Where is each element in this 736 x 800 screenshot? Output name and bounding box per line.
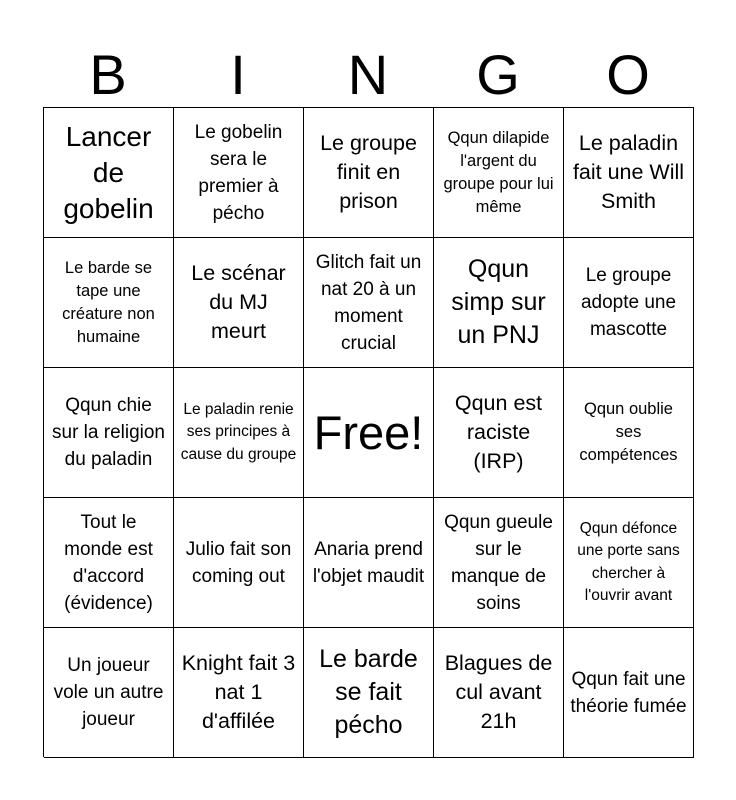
bingo-cell[interactable] — [434, 368, 564, 498]
cell-text: Qqun chie sur la religion du paladin — [52, 395, 165, 470]
bingo-cell[interactable] — [434, 498, 564, 628]
cell-text: Le paladin fait une Will Smith — [572, 131, 685, 213]
cell-text: Blagues de cul avant 21h — [444, 651, 553, 733]
header-letter-g: G — [476, 43, 520, 106]
bingo-cell[interactable] — [564, 628, 694, 758]
header-letter-b: B — [89, 43, 127, 106]
bingo-header — [43, 44, 693, 106]
bingo-cell[interactable] — [174, 498, 304, 628]
cell-text: Le groupe finit en prison — [320, 131, 417, 213]
cell-text: Le barde se fait pécho — [319, 645, 418, 739]
bingo-board — [43, 107, 694, 757]
cell-text: Qqun fait une théorie fumée — [570, 668, 687, 717]
free-space-cell[interactable] — [304, 368, 434, 498]
cell-text: Qqun défonce une porte sans chercher à l'ouvrir avant — [577, 519, 680, 604]
cell-text: Julio fait son coming out — [185, 538, 292, 587]
cell-text: Le groupe adopte une mascotte — [580, 265, 677, 340]
bingo-cell[interactable] — [434, 238, 564, 368]
cell-text: Lancer de gobelin — [63, 120, 154, 224]
cell-text: Qqun simp sur un PNJ — [451, 255, 546, 349]
bingo-cell[interactable] — [174, 238, 304, 368]
bingo-cell[interactable] — [304, 498, 434, 628]
bingo-cell[interactable] — [564, 108, 694, 238]
cell-text: Le scénar du MJ meurt — [191, 261, 286, 343]
cell-text: Qqun gueule sur le manque de soins — [444, 511, 553, 614]
bingo-cell[interactable] — [434, 108, 564, 238]
bingo-cell[interactable] — [564, 498, 694, 628]
bingo-cell[interactable] — [44, 108, 174, 238]
free-space-text: Free! — [313, 405, 424, 459]
bingo-cell[interactable] — [174, 368, 304, 498]
cell-text: Knight fait 3 nat 1 d'affilée — [181, 651, 296, 733]
bingo-cell[interactable] — [174, 108, 304, 238]
bingo-cell[interactable] — [304, 238, 434, 368]
header-letter-n: N — [347, 43, 389, 106]
cell-text: Un joueur vole un autre joueur — [53, 655, 164, 730]
bingo-cell[interactable] — [44, 238, 174, 368]
bingo-cell[interactable] — [564, 368, 694, 498]
cell-text: Qqun oublie ses compétences — [579, 400, 678, 464]
bingo-cell[interactable] — [174, 628, 304, 758]
cell-text: Glitch fait un nat 20 à un moment crucial — [315, 251, 422, 354]
bingo-cell[interactable] — [564, 238, 694, 368]
bingo-cell[interactable] — [304, 628, 434, 758]
bingo-cell[interactable] — [44, 368, 174, 498]
cell-text: Anaria prend l'objet maudit — [312, 538, 425, 587]
header-letter-i: I — [230, 43, 246, 106]
cell-text: Qqun dilapide l'argent du groupe pour lui même — [443, 128, 554, 216]
cell-text: Tout le monde est d'accord (évidence) — [64, 511, 153, 614]
header-letter-o: O — [606, 43, 650, 106]
cell-text: Le gobelin sera le premier à pécho — [194, 121, 283, 224]
cell-text: Le paladin renie ses principes à cause du groupe — [180, 400, 297, 463]
bingo-cell[interactable] — [304, 108, 434, 238]
cell-text: Le barde se tape une créature non humaine — [62, 258, 155, 346]
bingo-cell[interactable] — [434, 628, 564, 758]
bingo-cell[interactable] — [44, 628, 174, 758]
bingo-cell[interactable] — [44, 498, 174, 628]
cell-text: Qqun est raciste (IRP) — [454, 391, 543, 473]
